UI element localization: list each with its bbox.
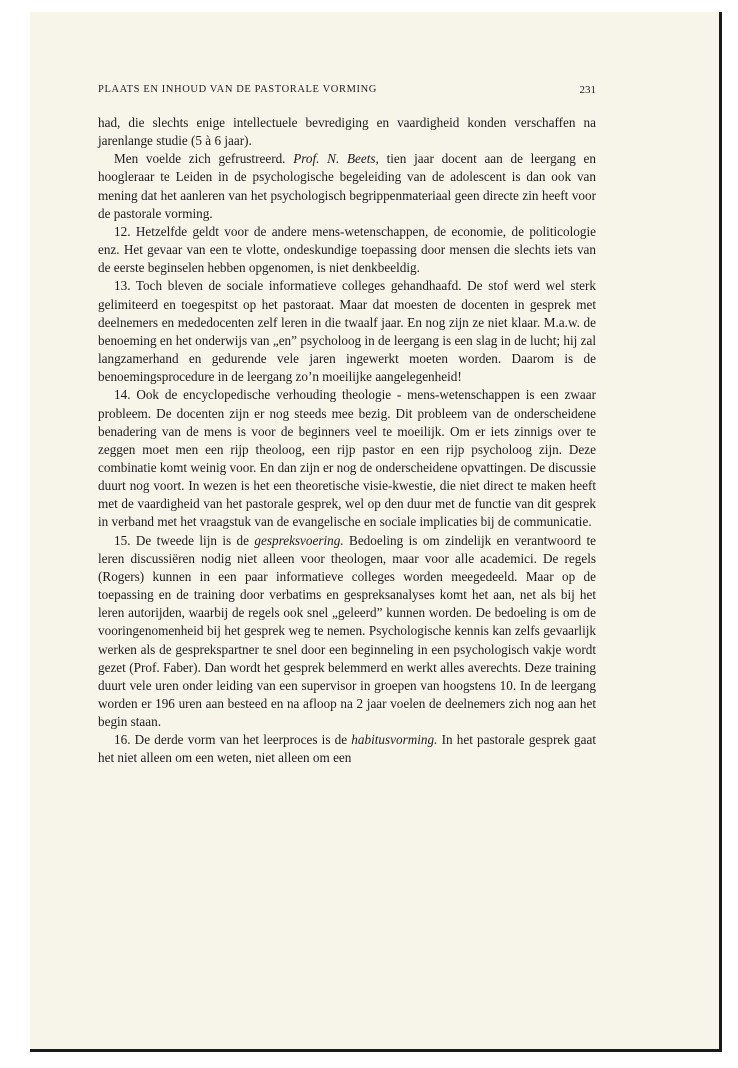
emphasis-term: gespreksvoering. xyxy=(254,532,344,548)
paragraph-continuation: had, die slechts enige intellectuele bevrediging en vaardigheid konden verschaffen na jarenlange studie (5 à 6 jaar). xyxy=(98,115,596,149)
paragraph-13: 13. Toch bleven de sociale informatieve colleges gehandhaafd. De stof werd wel sterk gelimiteerd en toegespitst op het pastoraat. Maar dat moesten de docenten in gesprek met deelnemers en mededocenten zelf leren in die twaalf jaar. En nog zijn ze niet klaar. M.a.w. de benoeming en het onderwijs van „en” psycholoog in de leergang is een slag in de lucht; hij zal langzamerhand en gedurende vele jaren ingewerkt moeten worden. Daarom is de benoemingsprocedure in de leergang zo’n moeilijke aangelegenheid! xyxy=(98,278,596,385)
paragraph-14: 14. Ook de encyclopedische verhouding theologie - mens-wetenschappen is een zwaar probleem. De docenten zijn er nog steeds mee bezig. Dit probleem van de onderscheidene benadering van de mens is voor de beginners veel te moeilijk. Om er iets zinnigs over te zeggen moet men een rijp theoloog, een rijp pastor en een rijp psycholoog zijn. Deze combinatie komt weinig voor. En dan zijn er nog de onderscheidene opvattingen. De discussie duurt nog voort. In wezen is het een theoretische visie-kwestie, die niet direct te maken heeft met de vaardigheid van het pastorale gesprek, wel op den duur met de functie van dit gesprek in verband met het vraagstuk van de evangelische en sociale implicaties bij de communicatie. xyxy=(98,387,596,530)
page-number: 231 xyxy=(579,84,596,96)
emphasis-name: Prof. N. Beets, xyxy=(293,151,379,167)
paragraph-15: 15. De tweede lijn is de gespreksvoering. Bedoeling is om zindelijk en verantwoord te leren discussiëren nodig niet alleen voor theologen, maar voor alle academici. De regels (Rogers) kunnen in een paar informatieve colleges worden meegedeeld. Maar op de toepassing en de training door verbatims en gespreksanalyses komt het aan, net als bij het leren autorijden, waarbij de regels ook snel „geleerd” kunnen worden. De bedoeling is om de vooringenomenheid bij het gesprek weg te nemen. Psychologische kennis kan zelfs gevaarlijk werken als de gesprekspartner te snel door een beginneling in een psychologisch vakje wordt gezet (Prof. Faber). Dan wordt het gesprek belemmerd en werkt alles averechts. Deze training duurt vele uren onder leiding van een supervisor in groepen van hoogstens 10. In de leergang worden er 196 uren aan besteed en na afloop na 2 jaar voelen de deelnemers zich nog aan het begin staan. xyxy=(98,532,597,730)
page-header xyxy=(98,84,596,100)
paragraph-16: 16. De derde vorm van het leerproces is de habitusvorming. In het pastorale gesprek gaat het niet alleen om een weten, niet alleen om een xyxy=(98,732,596,766)
paragraph-12: 12. Hetzelfde geldt voor de andere mens-wetenschappen, de economie, de politicologie enz. Het gevaar van een te vlotte, ondeskundige toepassing door mensen die slechts iets van de eerste beginselen hebben opgenomen, is niet denkbeeldig. xyxy=(98,223,596,276)
emphasis-term: habitusvorming. xyxy=(351,732,438,748)
running-head: PLAATS EN INHOUD VAN DE PASTORALE VORMING xyxy=(98,84,377,95)
paragraph-beets: Men voelde zich gefrustreerd. Prof. N. Beets, tien jaar docent aan de leergang en hoogleraar te Leiden in de psychologische begeleiding van de adolescent is dan ook van mening dat het aanleren van het psychologisch begrippenmateriaal geen directe zin heeft voor de pastorale vorming. xyxy=(98,151,596,221)
body-text xyxy=(98,114,596,768)
